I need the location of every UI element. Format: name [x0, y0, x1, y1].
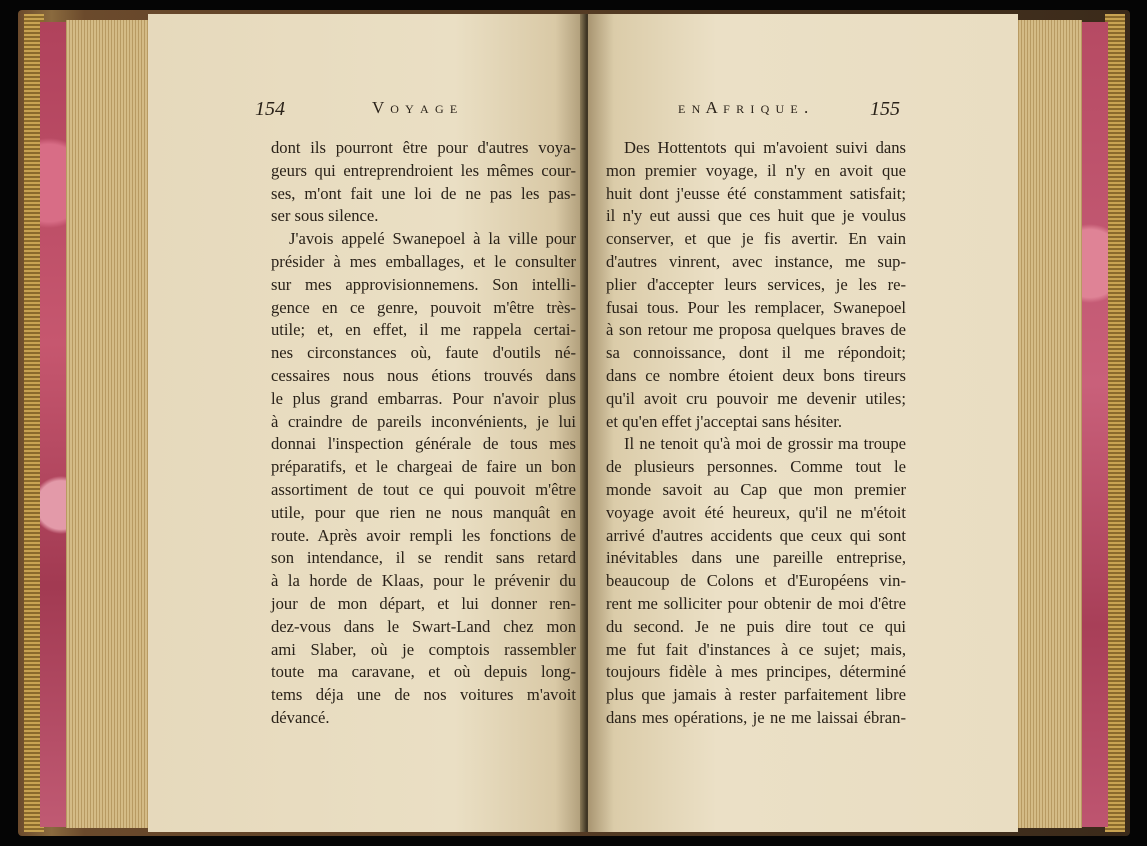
text-line: beaucoup de Colons et d'Européens vin-	[606, 571, 906, 591]
text-line: de plusieurs personnes. Comme tout le	[606, 457, 906, 477]
text-line: me fut fait d'instances à ce sujet; mais,	[606, 639, 906, 659]
text-line: gence en ce genre, pouvoit m'être très-	[271, 297, 576, 317]
text-line: rent me solliciter pour obtenir de moi d'être	[606, 593, 906, 613]
text-line: sa connoissance, dont il me répondoit;	[606, 343, 906, 363]
text-line: fusai tous. Pour les remplacer, Swanepoel	[606, 297, 906, 317]
text-line: dans ce nombre étoient deux bons tireurs	[606, 365, 906, 385]
text-line: inévitables dans une pareille entreprise,	[606, 548, 906, 568]
text-line: d'autres vinrent, avec instance, me sup-	[606, 251, 906, 271]
right-text-block	[606, 137, 906, 730]
page-edges-right	[1012, 20, 1082, 828]
text-line: ami Slaber, où je comptois rassembler	[271, 639, 576, 659]
text-line: Il ne tenoit qu'à moi de grossir ma troupe	[624, 434, 906, 454]
text-line: à craindre de pareils inconvénients, je lui	[271, 411, 576, 431]
text-line: geurs qui entreprendroient les mêmes cour-	[271, 160, 576, 180]
text-line: sur mes approvisionnemens. Son intelli-	[271, 274, 576, 294]
text-line: plus que jamais à rester parfaitement libre	[606, 685, 906, 705]
text-line: le plus grand embarras. Pour n'avoir plus	[271, 388, 576, 408]
text-line: cessaires nous nous étions trouvés dans	[271, 365, 576, 385]
text-line: plier d'accepter leurs services, je les re-	[606, 274, 906, 294]
text-line: arrivé d'autres accidents que ceux qui sont	[606, 525, 906, 545]
text-line: présider à mes emballages, et le consulter	[271, 251, 576, 271]
right-running-head: e n A f r i q u e .	[678, 98, 810, 117]
marbled-endpaper-right	[1078, 22, 1108, 827]
text-line: toute ma caravane, et où depuis long-	[271, 662, 576, 682]
text-line: huit dont j'eusse été constamment satisfait;	[606, 183, 906, 203]
page-edges-left	[66, 20, 150, 828]
text-line: conserver, et que je fis avertir. En vain	[606, 229, 906, 249]
text-line: à la horde de Klaas, pour le prévenir du	[271, 571, 576, 591]
text-line: préparatifs, et le chargeai de faire un bon	[271, 457, 576, 477]
gilt-edge-right	[1105, 14, 1125, 832]
text-line: dans mes opérations, je ne me laissai ébran-	[606, 707, 906, 727]
left-page-number: 154	[255, 98, 285, 120]
text-line: utile; et, en effet, il me rappela certai-	[271, 320, 576, 340]
text-line: jour de mon départ, et lui donner ren-	[271, 593, 576, 613]
text-line: utile, pour que rien ne nous manquât en	[271, 502, 576, 522]
text-line: monde savoit au Cap que mon premier	[606, 479, 906, 499]
text-line: J'avois appelé Swanepoel à la ville pour	[289, 229, 576, 249]
text-line: ses, m'ont fait une loi de ne pas les pas-	[271, 183, 576, 203]
text-line: du second. Je ne puis dire tout ce qui	[606, 616, 906, 636]
right-page-number: 155	[870, 98, 900, 120]
left-page	[148, 14, 586, 832]
text-line: tems déja une de nos voitures m'avoit	[271, 685, 576, 705]
text-line: assortiment de tout ce qui pouvoit m'être	[271, 479, 576, 499]
text-line: dez-vous dans le Swart-Land chez mon	[271, 616, 576, 636]
text-line: son intendance, il se rendit sans retard	[271, 548, 576, 568]
text-line: à son retour me proposa quelques braves de	[606, 320, 906, 340]
text-line: et qu'en effet j'acceptai sans hésiter.	[606, 411, 843, 431]
left-text-block	[271, 137, 576, 730]
text-line: dévancé.	[271, 707, 330, 727]
text-line: mon premier voyage, il n'y en avoit que	[606, 160, 906, 180]
text-line: dont ils pourront être pour d'autres voya-	[271, 138, 576, 157]
right-page	[588, 14, 1018, 832]
text-line: route. Après avoir rempli les fonctions de	[271, 525, 576, 545]
text-line: il n'y eut aussi que ces huit que je voulus	[606, 206, 906, 226]
text-line: toujours fidèle à mes principes, déterminé	[606, 662, 906, 682]
left-running-head: V o y a g e	[372, 98, 459, 117]
text-line: ser sous silence.	[271, 206, 379, 226]
text-line: voyage avoit été heureux, qu'il ne m'étoit	[606, 502, 906, 522]
text-line: qu'il avoit cru pouvoir me devenir utiles;	[606, 388, 906, 408]
text-line: nes circonstances où, faute d'outils né-	[271, 343, 576, 363]
text-line: donnai l'inspection générale de tous mes	[271, 434, 576, 454]
text-line: Des Hottentots qui m'avoient suivi dans	[624, 138, 906, 157]
